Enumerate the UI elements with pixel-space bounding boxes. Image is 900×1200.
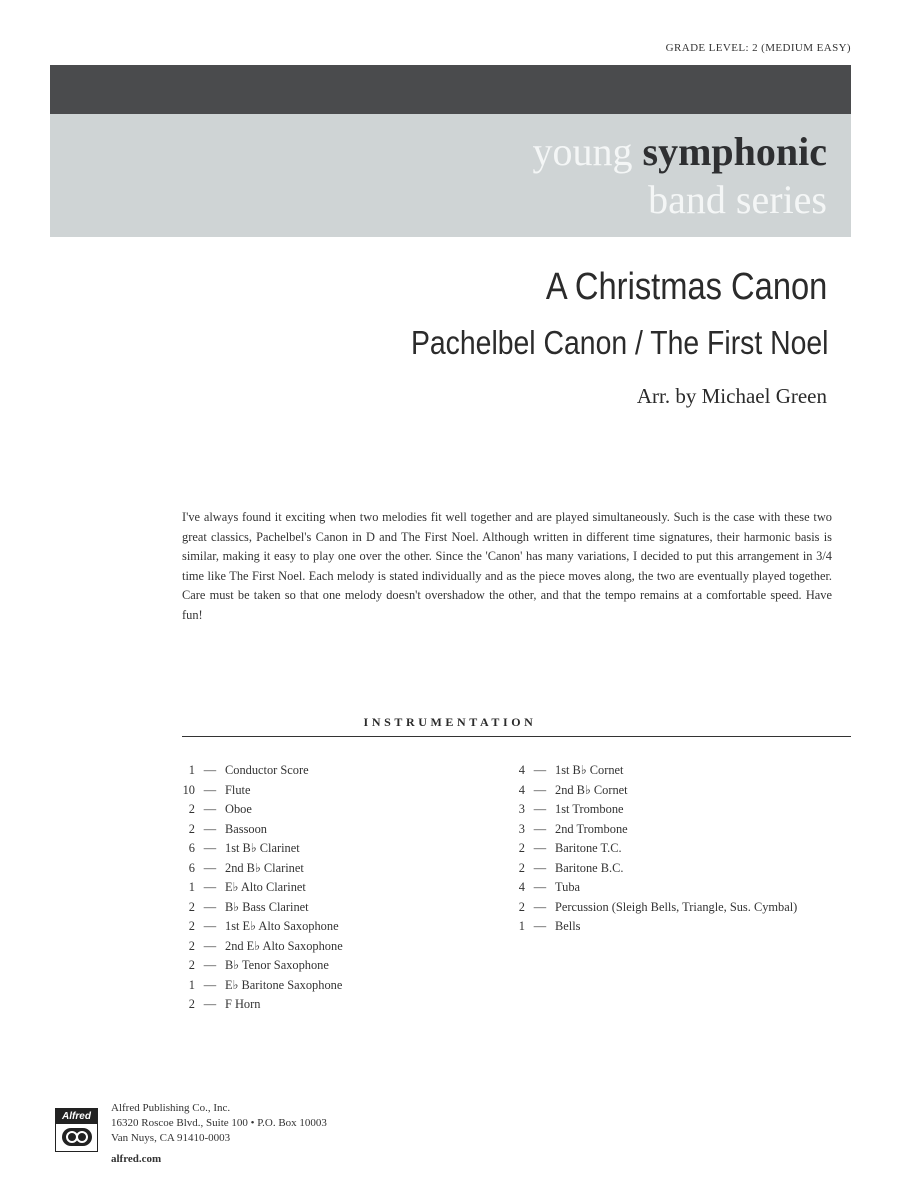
instrument-quantity: 3 [518, 802, 525, 816]
instrument-dash: — [533, 841, 547, 855]
instrument-dash: — [203, 841, 217, 855]
instrument-quantity: 1 [188, 763, 195, 777]
instrument-row [170, 781, 343, 801]
instrument-quantity: 2 [518, 860, 525, 875]
instrument-dash: — [203, 919, 217, 933]
instrument-name: 2nd B♭ Clarinet [225, 860, 304, 875]
instrument-name: E♭ Baritone Saxophone [225, 977, 343, 992]
instrument-dash: — [203, 821, 217, 836]
publisher-info [111, 1101, 327, 1167]
instrument-name: E♭ Alto Clarinet [225, 880, 306, 894]
instrument-name: Baritone T.C. [555, 841, 622, 855]
piece-title: A Christmas Canon [545, 266, 827, 308]
instrument-dash: — [203, 977, 217, 992]
instrument-name: Conductor Score [225, 763, 309, 777]
instrument-dash: — [533, 802, 547, 816]
instrument-row [170, 761, 343, 781]
instrument-name: 1st B♭ Clarinet [225, 841, 300, 855]
instrument-name: Tuba [555, 880, 581, 894]
instrument-row [170, 820, 343, 840]
instrument-quantity: 10 [182, 782, 195, 797]
alfred-logo-wordmark: Alfred [56, 1109, 97, 1124]
instrumentation-heading: INSTRUMENTATION [363, 715, 537, 729]
instrument-row [500, 839, 797, 859]
instrument-quantity: 2 [188, 958, 195, 972]
instrument-quantity: 1 [518, 919, 525, 933]
instrument-name: Oboe [225, 802, 252, 816]
instrument-row [170, 995, 343, 1015]
publisher-website-link[interactable]: alfred.com [111, 1153, 162, 1165]
instrument-row [500, 820, 797, 840]
series-title-line2: band series [648, 177, 827, 222]
instrumentation-list-left [170, 761, 343, 1015]
instrument-quantity: 6 [188, 841, 195, 855]
piece-subtitle: Pachelbel Canon / The First Noel [410, 324, 828, 361]
instrument-quantity: 2 [188, 821, 195, 836]
instrument-name: 1st B♭ Cornet [555, 763, 624, 777]
instrument-dash: — [533, 919, 547, 933]
instrument-name: 2nd B♭ Cornet [555, 782, 628, 797]
instrument-dash: — [203, 880, 217, 894]
instrument-quantity: 2 [518, 899, 525, 914]
instrument-quantity: 2 [188, 997, 195, 1011]
instrument-dash: — [203, 997, 217, 1011]
instrument-row [170, 839, 343, 859]
instrument-name: 1st E♭ Alto Saxophone [225, 919, 339, 933]
instrument-quantity: 4 [518, 782, 525, 797]
publisher-address-line1: 16320 Roscoe Blvd., Suite 100 • P.O. Box 10003 [111, 1117, 327, 1129]
instrument-dash: — [533, 899, 547, 914]
instrument-dash: — [203, 958, 217, 972]
alfred-logo [55, 1108, 98, 1152]
series-word-young: young [532, 129, 633, 174]
instrument-quantity: 2 [518, 841, 525, 855]
instrument-quantity: 2 [188, 919, 195, 933]
instrument-name: F Horn [225, 997, 261, 1011]
instrument-quantity: 2 [188, 802, 195, 816]
instrument-row [170, 878, 343, 898]
program-notes: I've always found it exciting when two melodies fit well together and are played simultaneously. Such is the case with these two great classics, Pachelbel's Canon in D and The First Noel. Although written in different time signatures, their harmonic basis is similar, making it easy to play one over the other. Since the 'Canon' has many variations, I decided to put this arrangement in 3/4 time like The First Noel. Each melody is stated individually and as the piece moves along, the two are eventually played together. Care must be taken so that one melody doesn't overshadow the other, and that the tempo remains at a comfortable speed. Have fun! [182, 510, 832, 622]
series-banner [50, 114, 851, 237]
instrument-quantity: 4 [518, 880, 525, 894]
arranger-credit: Arr. by Michael Green [636, 384, 827, 408]
instrument-dash: — [203, 763, 217, 777]
instrument-row [170, 937, 343, 957]
instrument-quantity: 2 [188, 938, 195, 953]
instrument-row [170, 956, 343, 976]
instrumentation-divider [182, 736, 851, 737]
instrument-row [500, 781, 797, 801]
alfred-logo-emblem [56, 1124, 97, 1150]
instrument-dash: — [203, 860, 217, 875]
instrument-row [500, 917, 797, 937]
instrument-dash: — [533, 860, 547, 875]
instrument-name: 2nd E♭ Alto Saxophone [225, 938, 343, 953]
instrument-name: Baritone B.C. [555, 860, 624, 875]
instrument-row [500, 878, 797, 898]
instrument-dash: — [203, 938, 217, 953]
instrument-quantity: 1 [188, 880, 195, 894]
instrument-row [500, 859, 797, 879]
instrument-name: Flute [225, 782, 251, 797]
instrument-quantity: 4 [518, 763, 525, 777]
instrument-dash: — [203, 802, 217, 816]
instrument-row [500, 898, 797, 918]
instrument-quantity: 6 [188, 860, 195, 875]
instrument-row [500, 761, 797, 781]
series-title-line1 [533, 130, 828, 174]
instrument-quantity: 1 [188, 977, 195, 992]
instrument-name: Bells [555, 919, 581, 933]
instrument-quantity: 2 [188, 899, 195, 914]
instrument-name: Percussion (Sleigh Bells, Triangle, Sus. Cymbal) [555, 899, 798, 914]
instrument-row [170, 898, 343, 918]
header-dark-band [50, 65, 851, 114]
instrument-dash: — [533, 880, 547, 894]
instrument-row [170, 800, 343, 820]
instrument-row [170, 976, 343, 996]
instrument-row [170, 917, 343, 937]
publisher-name: Alfred Publishing Co., Inc. [111, 1102, 231, 1114]
instrument-dash: — [533, 782, 547, 797]
publisher-address-line2: Van Nuys, CA 91410-0003 [111, 1132, 231, 1144]
instrument-row [500, 800, 797, 820]
instrument-dash: — [203, 899, 217, 914]
instrument-dash: — [203, 782, 217, 797]
instrument-quantity: 3 [518, 821, 525, 836]
instrument-name: 1st Trombone [555, 802, 624, 816]
instrument-dash: — [533, 763, 547, 777]
instrument-dash: — [533, 821, 547, 836]
instrument-name: B♭ Bass Clarinet [225, 899, 309, 914]
grade-level: GRADE LEVEL: 2 (MEDIUM EASY) [665, 42, 851, 54]
instrument-name: 2nd Trombone [555, 821, 628, 836]
instrument-row [170, 859, 343, 879]
instrument-name: Bassoon [225, 821, 267, 836]
series-word-symphonic: symphonic [642, 129, 827, 174]
instrument-name: B♭ Tenor Saxophone [225, 958, 329, 972]
instrumentation-list-right [500, 761, 797, 937]
